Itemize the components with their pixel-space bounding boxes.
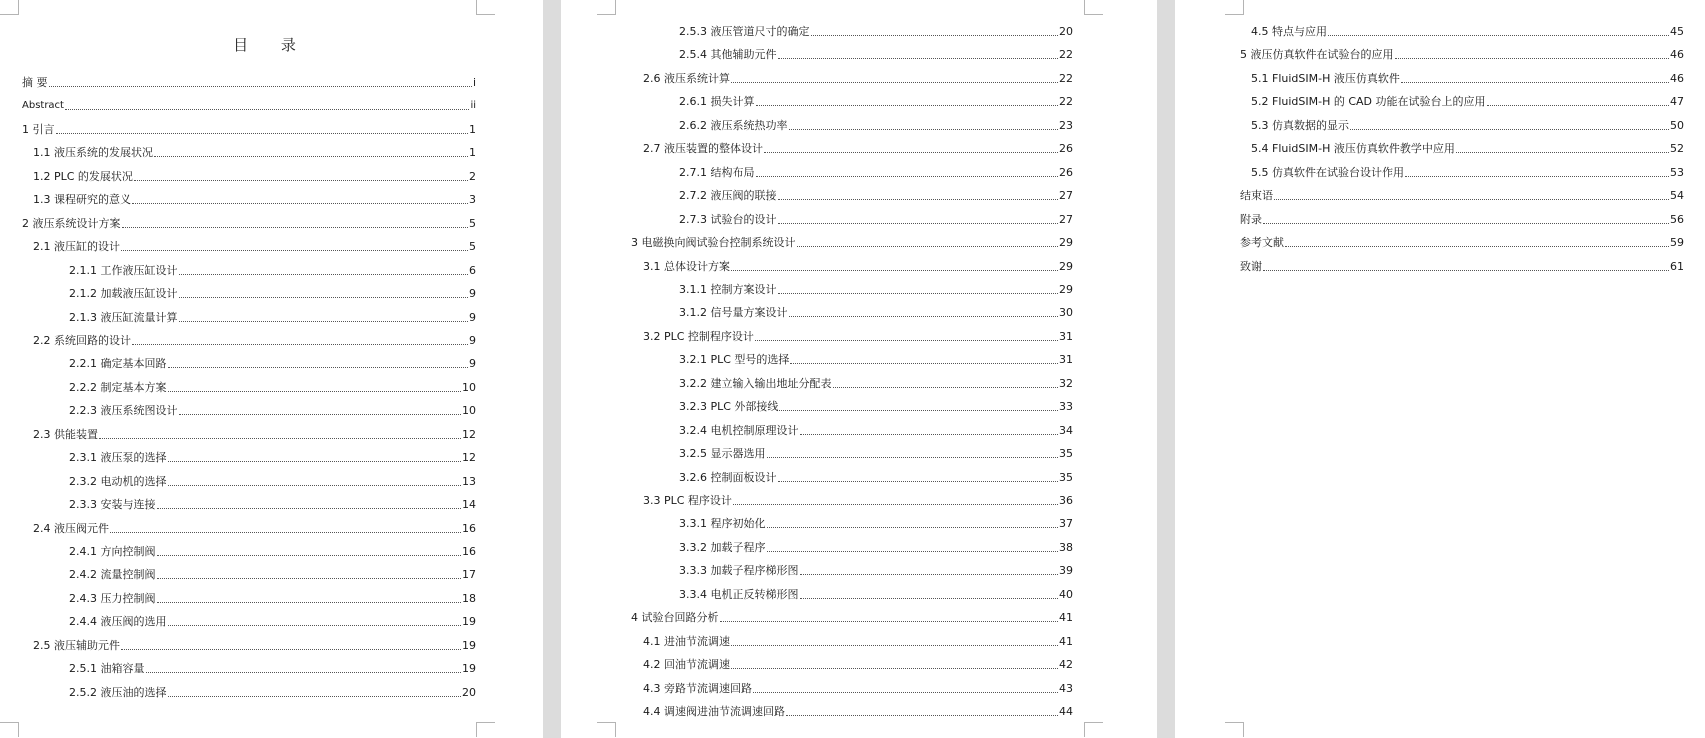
- dot-leader: [168, 624, 462, 626]
- toc-entry-page-number: 26: [1059, 142, 1073, 156]
- dot-leader: [168, 460, 462, 462]
- toc-entry-label: 3.2.5 显示器选用: [679, 447, 766, 461]
- toc-entry: [679, 400, 1073, 414]
- toc-entry: [643, 330, 1073, 344]
- toc-entry-label: 2.6 液压系统计算: [643, 71, 730, 85]
- toc-entry-label: 1.2 PLC 的发展状况: [33, 169, 133, 183]
- dot-leader: [800, 597, 1059, 599]
- toc-entry: [1240, 213, 1684, 227]
- toc-entry-label: 5 液压仿真软件在试验台的应用: [1240, 48, 1394, 62]
- dot-leader: [179, 296, 469, 298]
- toc-entry: [679, 189, 1073, 203]
- dot-leader: [789, 128, 1059, 130]
- toc-entry-page-number: 12: [462, 451, 476, 465]
- toc-entry: [1240, 48, 1684, 62]
- toc-title: 目 录: [233, 36, 310, 54]
- dot-leader: [797, 245, 1059, 247]
- toc-entry: [679, 424, 1073, 438]
- toc-entry-page-number: 54: [1670, 189, 1684, 203]
- dot-leader: [157, 601, 462, 603]
- toc-entry-label: 4.5 特点与应用: [1251, 25, 1327, 38]
- toc-entry-label: 4.3 旁路节流调速回路: [643, 681, 752, 695]
- toc-entry-page-number: 31: [1059, 353, 1073, 367]
- toc-entry: [1251, 72, 1684, 86]
- toc-entry-page-number: 29: [1059, 282, 1073, 296]
- dot-leader: [168, 484, 462, 486]
- dot-leader: [65, 108, 469, 110]
- dot-leader: [767, 456, 1059, 458]
- toc-entry-label: 4.1 进油节流调速: [643, 634, 730, 648]
- toc-entry: [679, 541, 1073, 555]
- dot-leader: [132, 202, 468, 204]
- toc-entry-page-number: 27: [1059, 212, 1073, 226]
- toc-entry-label: 3.2 PLC 控制程序设计: [643, 329, 754, 343]
- toc-entry: [679, 564, 1073, 578]
- dot-leader: [731, 667, 1058, 669]
- toc-entry: [679, 119, 1073, 133]
- toc-entry: [33, 146, 476, 160]
- toc-entry: [22, 123, 476, 137]
- toc-entry-label: 3.2.3 PLC 外部接线: [679, 400, 779, 414]
- toc-entry-page-number: 20: [1059, 25, 1073, 38]
- toc-entry-page-number: 36: [1059, 494, 1073, 507]
- toc-entry-label: 3.2.2 建立输入输出地址分配表: [679, 376, 832, 390]
- toc-entry-label: 3.1.1 控制方案设计: [679, 282, 777, 296]
- toc-entry: [679, 25, 1073, 39]
- toc-entry-label: 2.6.2 液压系统热功率: [679, 118, 788, 132]
- toc-entry: [33, 639, 476, 653]
- toc-entry: [33, 522, 476, 536]
- toc-entry-page-number: 59: [1670, 236, 1684, 250]
- toc-entry-page-number: 26: [1059, 165, 1073, 179]
- corner-mark: [597, 0, 616, 15]
- toc-entry-page-number: 2: [469, 169, 476, 183]
- toc-entry-page-number: 44: [1059, 705, 1073, 719]
- dot-leader: [122, 226, 469, 228]
- dot-leader: [157, 577, 462, 579]
- toc-entry-page-number: 37: [1059, 517, 1073, 531]
- toc-entry: [643, 705, 1073, 719]
- toc-entry: [643, 72, 1073, 86]
- toc-entry: [69, 498, 476, 512]
- toc-entry: [679, 283, 1073, 297]
- document-page-3: [1175, 0, 1705, 738]
- toc-entry: [69, 662, 476, 676]
- toc-entry-label: 2.2.3 液压系统图设计: [69, 404, 178, 418]
- toc-entry: [22, 99, 476, 113]
- toc-entry: [679, 447, 1073, 461]
- corner-mark: [1084, 722, 1103, 737]
- toc-entry: [643, 682, 1073, 696]
- toc-entry-label: Abstract: [22, 100, 64, 112]
- dot-leader: [756, 104, 1059, 106]
- toc-entry-page-number: i: [472, 76, 476, 89]
- toc-entry: [69, 592, 476, 606]
- toc-entry-label: 2.6.1 损失计算: [679, 95, 755, 109]
- dot-leader: [179, 413, 462, 415]
- toc-entry-page-number: 1: [469, 122, 476, 136]
- toc-entry: [643, 635, 1073, 649]
- toc-entry-page-number: 18: [462, 591, 476, 605]
- toc-entry: [679, 213, 1073, 227]
- toc-entry-page-number: 39: [1059, 564, 1073, 578]
- toc-entry: [1251, 119, 1684, 133]
- toc-entry-label: 5.3 仿真数据的显示: [1251, 118, 1349, 132]
- dot-leader: [1274, 198, 1669, 200]
- toc-entry-label: 3.2.1 PLC 型号的选择: [679, 353, 790, 367]
- toc-entry-label: 2.3.2 电动机的选择: [69, 474, 167, 488]
- toc-entry-label: 2.7 液压装置的整体设计: [643, 142, 763, 156]
- toc-entry-label: 1 引言: [22, 122, 55, 136]
- toc-entry-label: 5.5 仿真软件在试验台设计作用: [1251, 165, 1404, 179]
- toc-entry: [22, 76, 476, 90]
- toc-entry-label: 2.2.1 确定基本回路: [69, 357, 167, 371]
- toc-entry-page-number: 9: [469, 357, 476, 371]
- toc-entry-page-number: 30: [1059, 306, 1073, 320]
- dot-leader: [154, 155, 468, 157]
- toc-entry-label: 2.5.2 液压油的选择: [69, 685, 167, 699]
- toc-entry-label: 4.2 回油节流调速: [643, 658, 730, 672]
- toc-entry-label: 3.3.1 程序初始化: [679, 517, 766, 531]
- dot-leader: [790, 362, 1058, 364]
- toc-entry: [69, 287, 476, 301]
- toc-entry: [33, 334, 476, 348]
- toc-entry-label: 5.4 FluidSIM-H 液压仿真软件教学中应用: [1251, 142, 1455, 156]
- toc-entry-label: 2.3.3 安装与连接: [69, 498, 156, 512]
- toc-entry-page-number: 10: [462, 380, 476, 394]
- dot-leader: [146, 671, 462, 673]
- toc-entry-page-number: 22: [1059, 48, 1073, 62]
- toc-entry-page-number: 41: [1059, 611, 1073, 625]
- toc-entry: [679, 471, 1073, 485]
- toc-entry-page-number: 19: [462, 638, 476, 652]
- toc-entry: [679, 48, 1073, 62]
- toc-entry-page-number: 52: [1670, 142, 1684, 156]
- toc-entry: [69, 615, 476, 629]
- dot-leader: [49, 85, 472, 87]
- toc-entry: [33, 170, 476, 184]
- corner-mark: [476, 722, 495, 737]
- toc-entry-page-number: 47: [1670, 95, 1684, 109]
- dot-leader: [753, 691, 1058, 693]
- dot-leader: [811, 34, 1059, 36]
- toc-entry-page-number: 32: [1059, 376, 1073, 390]
- toc-entry-page-number: 1: [469, 146, 476, 160]
- toc-entry: [1251, 166, 1684, 180]
- toc-entry-label: 2.3.1 液压泵的选择: [69, 451, 167, 465]
- toc-entry-page-number: 46: [1670, 71, 1684, 85]
- dot-leader: [778, 480, 1059, 482]
- toc-entry-page-number: 56: [1670, 212, 1684, 226]
- dot-leader: [168, 366, 469, 368]
- toc-entry-label: 2 液压系统设计方案: [22, 216, 121, 230]
- toc-entry-page-number: 22: [1059, 95, 1073, 109]
- toc-entry-label: 2.4.2 流量控制阀: [69, 568, 156, 582]
- dot-leader: [731, 644, 1058, 646]
- toc-entry: [643, 658, 1073, 672]
- toc-entry: [22, 217, 476, 231]
- document-page-1: [0, 0, 543, 738]
- toc-entry-label: 参考文献: [1240, 236, 1284, 250]
- toc-entry: [1240, 236, 1684, 250]
- toc-entry-label: 2.4.1 方向控制阀: [69, 545, 156, 558]
- toc-entry-label: 3.3 PLC 程序设计: [643, 494, 732, 507]
- corner-mark: [0, 0, 19, 15]
- toc-entry-page-number: 53: [1670, 165, 1684, 179]
- dot-leader: [1405, 175, 1669, 177]
- dot-leader: [168, 695, 462, 697]
- toc-entry-page-number: 41: [1059, 634, 1073, 648]
- dot-leader: [756, 175, 1059, 177]
- toc-entry-page-number: 23: [1059, 118, 1073, 132]
- toc-entry-page-number: 20: [462, 685, 476, 699]
- toc-entry-label: 3.1 总体设计方案: [643, 259, 730, 273]
- dot-leader: [1401, 81, 1669, 83]
- toc-entry-page-number: 9: [469, 333, 476, 347]
- toc-entry: [69, 264, 476, 278]
- toc-entry-page-number: 10: [462, 404, 476, 418]
- corner-mark: [1084, 0, 1103, 15]
- toc-entry-page-number: 13: [462, 474, 476, 488]
- toc-entry-label: 5.1 FluidSIM-H 液压仿真软件: [1251, 71, 1400, 85]
- dot-leader: [99, 437, 461, 439]
- toc-entry-label: 3 电磁换向阀试验台控制系统设计: [631, 236, 796, 250]
- toc-entry-page-number: 40: [1059, 587, 1073, 601]
- toc-entry-label: 4.4 调速阀进油节流调速回路: [643, 705, 785, 719]
- toc-entry-page-number: ii: [470, 100, 476, 112]
- toc-entry-page-number: 43: [1059, 681, 1073, 695]
- dot-leader: [110, 531, 461, 533]
- dot-leader: [755, 339, 1058, 341]
- toc-entry-label: 摘 要: [22, 76, 48, 89]
- toc-entry-page-number: 27: [1059, 189, 1073, 203]
- toc-entry: [69, 475, 476, 489]
- toc-entry-page-number: 50: [1670, 118, 1684, 132]
- dot-leader: [800, 433, 1059, 435]
- toc-entry-label: 1.1 液压系统的发展状况: [33, 146, 153, 160]
- toc-entry-label: 4 试验台回路分析: [631, 611, 719, 625]
- toc-entry: [631, 611, 1073, 625]
- toc-entry-page-number: 45: [1670, 25, 1684, 38]
- toc-entry: [1240, 260, 1684, 274]
- dot-leader: [767, 526, 1059, 528]
- toc-entry-label: 1.3 课程研究的意义: [33, 193, 131, 207]
- toc-entry: [1251, 95, 1684, 109]
- dot-leader: [767, 550, 1059, 552]
- dot-leader: [786, 714, 1058, 716]
- toc-entry-page-number: 5: [469, 240, 476, 254]
- dot-leader: [56, 132, 469, 134]
- toc-entry: [69, 311, 476, 325]
- toc-entry-page-number: 29: [1059, 259, 1073, 273]
- toc-entry: [1251, 142, 1684, 156]
- dot-leader: [833, 386, 1059, 388]
- toc-entry: [1251, 25, 1684, 39]
- toc-entry: [679, 353, 1073, 367]
- toc-entry-page-number: 17: [462, 568, 476, 582]
- toc-entry-label: 结束语: [1240, 189, 1273, 203]
- dot-leader: [168, 390, 462, 392]
- toc-entry: [643, 142, 1073, 156]
- dot-leader: [731, 81, 1058, 83]
- toc-entry-label: 2.1.1 工作液压缸设计: [69, 263, 178, 277]
- dot-leader: [179, 320, 469, 322]
- toc-entry-page-number: 19: [462, 662, 476, 676]
- dot-leader: [1263, 269, 1669, 271]
- toc-entry-label: 2.1 液压缸的设计: [33, 240, 120, 254]
- corner-mark: [597, 722, 616, 737]
- toc-entry-label: 2.5.3 液压管道尺寸的确定: [679, 25, 810, 38]
- toc-entry-page-number: 29: [1059, 236, 1073, 250]
- dot-leader: [1285, 245, 1669, 247]
- toc-entry-page-number: 35: [1059, 470, 1073, 484]
- dot-leader: [1328, 34, 1669, 36]
- corner-mark: [1225, 722, 1244, 737]
- toc-entry-label: 2.2.2 制定基本方案: [69, 380, 167, 394]
- toc-entry-label: 2.5.1 油箱容量: [69, 662, 145, 676]
- toc-entry: [69, 404, 476, 418]
- toc-entry: [69, 451, 476, 465]
- toc-entry-page-number: 46: [1670, 48, 1684, 62]
- toc-entry-label: 3.2.4 电机控制原理设计: [679, 423, 799, 437]
- toc-entry: [1240, 189, 1684, 203]
- toc-entry-label: 2.3 供能装置: [33, 427, 98, 441]
- dot-leader: [789, 315, 1059, 317]
- dot-leader: [121, 249, 468, 251]
- toc-entry-page-number: 16: [462, 545, 476, 558]
- toc-entry: [69, 545, 476, 559]
- dot-leader: [1395, 57, 1670, 59]
- toc-entry-page-number: 22: [1059, 71, 1073, 85]
- toc-entry: [679, 306, 1073, 320]
- toc-entry-label: 附录: [1240, 212, 1262, 226]
- document-page-2: [561, 0, 1157, 738]
- toc-entry: [643, 260, 1073, 274]
- toc-entry-label: 2.2 系统回路的设计: [33, 333, 131, 347]
- toc-entry-page-number: 6: [469, 263, 476, 277]
- toc-entry-label: 2.7.2 液压阀的联接: [679, 189, 777, 203]
- dot-leader: [179, 273, 469, 275]
- dot-leader: [800, 573, 1059, 575]
- dot-leader: [1456, 151, 1669, 153]
- toc-entry: [679, 588, 1073, 602]
- toc-entry: [679, 95, 1073, 109]
- toc-entry: [679, 517, 1073, 531]
- dot-leader: [778, 198, 1059, 200]
- toc-entry-page-number: 33: [1059, 400, 1073, 414]
- toc-entry-label: 3.3.2 加载子程序: [679, 540, 766, 554]
- toc-entry: [679, 377, 1073, 391]
- toc-entry: [679, 166, 1073, 180]
- toc-entry-page-number: 14: [462, 498, 476, 512]
- toc-entry-page-number: 38: [1059, 540, 1073, 554]
- toc-entry-label: 2.5 液压辅助元件: [33, 638, 120, 652]
- dot-leader: [1263, 222, 1669, 224]
- toc-entry: [643, 494, 1073, 508]
- toc-entry-label: 2.5.4 其他辅助元件: [679, 48, 777, 62]
- toc-entry-page-number: 16: [462, 521, 476, 535]
- toc-entry-page-number: 61: [1670, 259, 1684, 273]
- toc-entry-page-number: 5: [469, 216, 476, 230]
- dot-leader: [733, 503, 1058, 505]
- dot-leader: [132, 343, 468, 345]
- dot-leader: [778, 57, 1059, 59]
- toc-entry-label: 2.4 液压阀元件: [33, 521, 109, 535]
- toc-entry: [69, 568, 476, 582]
- dot-leader: [157, 554, 462, 556]
- dot-leader: [121, 648, 461, 650]
- dot-leader: [134, 179, 468, 181]
- toc-entry-label: 3.2.6 控制面板设计: [679, 470, 777, 484]
- dot-leader: [779, 409, 1058, 411]
- toc-entry-label: 3.3.4 电机正反转梯形图: [679, 587, 799, 601]
- toc-entry-page-number: 3: [469, 193, 476, 207]
- toc-entry-label: 2.4.3 压力控制阀: [69, 591, 156, 605]
- toc-entry-page-number: 9: [469, 287, 476, 301]
- toc-entry-page-number: 34: [1059, 423, 1073, 437]
- toc-entry-page-number: 42: [1059, 658, 1073, 672]
- toc-entry-page-number: 9: [469, 310, 476, 324]
- toc-entry-label: 2.1.3 液压缸流量计算: [69, 310, 178, 324]
- toc-entry-page-number: 19: [462, 615, 476, 629]
- toc-entry-label: 2.7.3 试验台的设计: [679, 212, 777, 226]
- toc-entry-label: 致谢: [1240, 259, 1262, 273]
- toc-entry: [69, 357, 476, 371]
- toc-entry-page-number: 35: [1059, 447, 1073, 461]
- dot-leader: [157, 507, 462, 509]
- corner-mark: [0, 722, 19, 737]
- toc-entry: [69, 686, 476, 700]
- corner-mark: [476, 0, 495, 15]
- dot-leader: [720, 620, 1059, 622]
- toc-entry: [69, 381, 476, 395]
- toc-entry-label: 5.2 FluidSIM-H 的 CAD 功能在试验台上的应用: [1251, 95, 1486, 109]
- toc-entry-label: 2.1.2 加载液压缸设计: [69, 287, 178, 301]
- toc-entry-page-number: 12: [462, 427, 476, 441]
- toc-entry: [33, 428, 476, 442]
- dot-leader: [778, 292, 1059, 294]
- toc-entry-page-number: 31: [1059, 329, 1073, 343]
- toc-entry-label: 2.7.1 结构布局: [679, 165, 755, 179]
- toc-entry: [631, 236, 1073, 250]
- toc-entry-label: 3.3.3 加载子程序梯形图: [679, 564, 799, 578]
- dot-leader: [778, 222, 1059, 224]
- toc-entry: [33, 193, 476, 207]
- dot-leader: [1350, 128, 1669, 130]
- dot-leader: [764, 151, 1058, 153]
- dot-leader: [731, 269, 1058, 271]
- toc-entry-label: 2.4.4 液压阀的选用: [69, 615, 167, 629]
- corner-mark: [1225, 0, 1244, 15]
- toc-entry-label: 3.1.2 信号量方案设计: [679, 306, 788, 320]
- toc-entry: [33, 240, 476, 254]
- dot-leader: [1487, 104, 1669, 106]
